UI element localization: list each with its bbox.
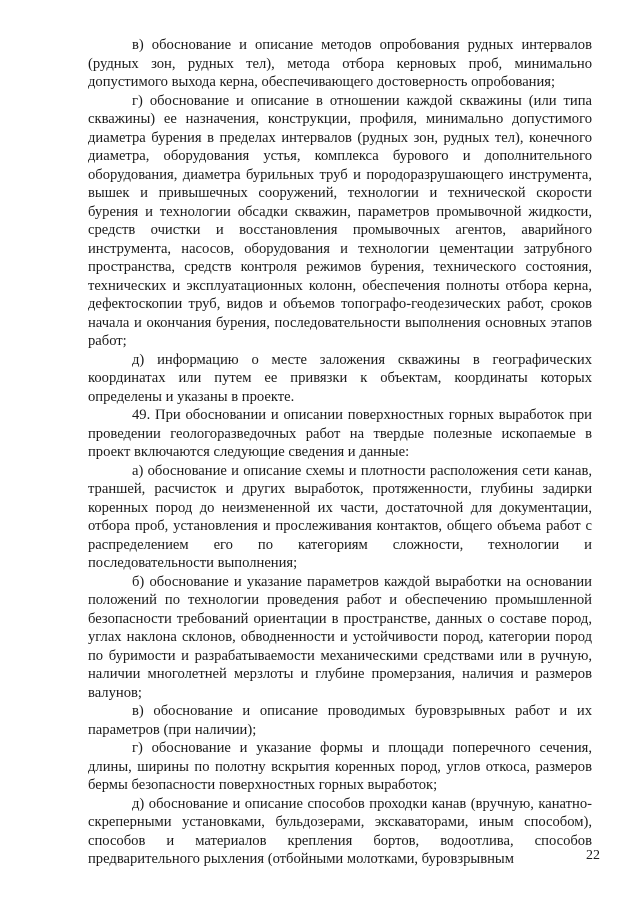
- paragraph-d-well-location: д) информацию о месте заложения скважины в географических координатах или путем ее привязки к объектам, координаты которых определены и указаны в проекте.: [88, 351, 592, 405]
- paragraph-49-surface-workings: 49. При обосновании и описании поверхностных горных выработок при проведении геологоразведочных работ на твердые полезные ископаемые в проект включаются следующие сведения и данные:: [88, 407, 592, 460]
- paragraph-g-well-description: г) обоснование и описание в отношении каждой скважины (или типа скважины) ее назначения, конструкции, профиля, минимально допустимого диаметра бурения в пределах интервалов (рудных зон, рудных тел), конечного диаметра, оборудования устья, комплекса бурового и дополнительного оборудования, диаметра бурильных труб и породоразрушающего инструмента, вышек и привышечных сооружений, технологии и технической скорости бурения и технологии обсадки скважин, параметров промывочной жидкости, средств очистки и восстановления промывочных агентов, аварийного инструмента, насосов, оборудования и технологии цементации затрубного пространства, средств контроля режимов бурения, технического состояния, технических и эксплуатационных колонн, обеспечения полноты отбора керна, дефектоскопии труб, видов и объемов топографо-геодезических работ, сроков начала и окончания бурения, последовательности выполнения основных этапов работ;: [88, 92, 592, 349]
- paragraph-g-cross-section: г) обоснование и указание формы и площади поперечного сечения, длины, ширины по полотну вскрытия коренных пород, углов откоса, размеров бермы безопасности поверхностных горных выработок;: [88, 740, 592, 793]
- paragraph-v-sampling-methods: в) обоснование и описание методов опробования рудных интервалов (рудных зон, рудных тел), метода отбора керновых проб, минимально допустимого выхода керна, обеспечивающего достоверность опробования;: [88, 37, 592, 90]
- paragraph-d-trench-methods: д) обоснование и описание способов проходки канав (вручную, канатно-скреперными установками, бульдозерами, экскаваторами, иным способом), способов и материалов крепления бортов, водоотлива, способов предварительного рыхления (отбойными молотками, буровзрывным: [88, 795, 592, 867]
- paragraph-b-working-parameters: б) обоснование и указание параметров каждой выработки на основании положений по технологии проведения работ и обеспечению промышленной безопасности требований ориентации в пространстве, данных о составе пород, углах наклона склонов, обводненности и устойчивости пород, категории пород по буримости и разрабатываемости механическими средствами или в ручную, наличии многолетней мерзлоты и глубине промерзания, наличия и размеров валунов;: [88, 573, 592, 701]
- paragraph-v-blasting-works: в) обоснование и описание проводимых буровзрывных работ и их параметров (при наличии);: [88, 703, 592, 738]
- page-number: 22: [586, 848, 600, 863]
- paragraph-a-trench-network: а) обоснование и описание схемы и плотности расположения сети канав, траншей, расчисток и других выработок, протяженности, глубины задирки коренных пород до неизмененной их части, достаточной для документации, отбора проб, установления и прослеживания контактов, общего объема работ с распределением его по категориям сложности, технологии и последовательности выполнения;: [88, 462, 592, 571]
